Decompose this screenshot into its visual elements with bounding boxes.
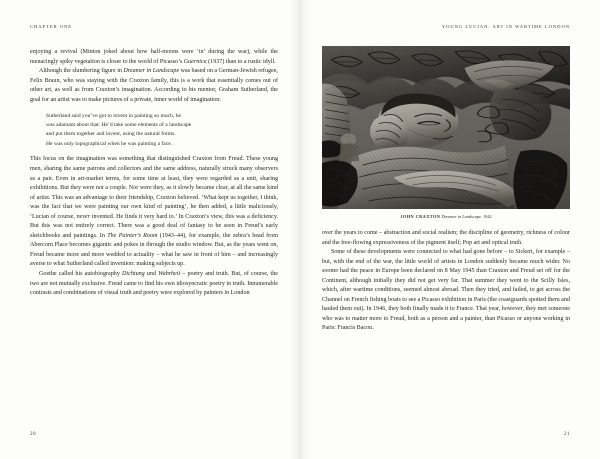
paragraph — [30, 48, 278, 67]
paragraph-text: Goethe called his autobiography Dichtung und Wahrheit – poetry and truth. But, of course, the two are not mutually exclusive. Freud came to find his own idiosyncratic poetry in truth. Innumerable contrasts and combinations of visual truth and poetry were explored by painters in London — [30, 271, 279, 297]
folio-verso: 20 — [30, 432, 36, 437]
running-head-recto: YOUNG LUCIAN: ART IN WARTIME LONDON — [441, 24, 570, 29]
caption-year: , 1942 — [480, 214, 492, 219]
paragraph — [30, 67, 278, 105]
running-head-verso: CHAPTER ONE — [30, 24, 72, 29]
paragraph-text: Some of these developments were connected to what had gone before – to Sickert, for example – but, with the end of the war, the little world of artists in London suddenly became much wider. No sooner had the peace in Europe been declared on 8 May 1945 than Craxton and Freud set off for the Continent, although initially they did not get very far. That summer they went to the Scilly Isles, which, after wartime conditions, seemed almost abroad. Then they tried, and failed, to get across the Channel on French fishing boats to see a Picasso exhibition in Paris (the coastguards spotted them and hauled them out). In 1946, they both finally made it to France. That year, however, they met someone who was to matter more to Freud, both as a person and a painter, than Picasso or anyone working in Paris: Francis Bacon. — [322, 249, 570, 332]
paragraph — [322, 229, 570, 248]
blockquote-line: and put them together and invent, using the natural forms. — [46, 131, 176, 138]
artwork-image — [322, 46, 570, 209]
paragraph — [322, 248, 570, 334]
paragraph-text: This focus on the imagination was something that distinguished Craxton from Freud. These young men, sharing the same patrons and collectors and the same address, naturally struck many observers as a pair. Even in art-market terms, for some time at least, they were regarded as a unit, sharing exhibitions. But they were not a couple. Nor were they, as it slowly became clear, at all the same kind of artist. This was an advantage to their friendship, Craxton believed. ‘What kept us together, I think, was the fact that we were painting our own kind of painting’, he then added, a little maliciously, ‘Lucian of course, never invented. He finds it very hard to.’ In Craxton’s view, this was a deficiency. But this was not entirely correct. There was a good deal of fantasy to be seen in Freud’s early sketchbooks and paintings. In The Painter’s Room (1943–44), for example, the zebra’s head from Abercorn Place becomes gigantic and pokes in through the studio window. But, as the years went on, Freud became more and more wedded to actuality – what he saw in front of him – and increasingly averse to what Sutherland called invention: making subjects up. — [30, 156, 278, 268]
blockquote-line: Sutherland said you’ve got to invent in painting so much, he — [46, 112, 182, 119]
blockquote-extract — [30, 112, 278, 149]
caption-artist: JOHN CRAXTON — [400, 214, 441, 219]
recto-text-column — [322, 229, 570, 334]
figure-caption — [322, 214, 570, 220]
paragraph-text: Although the slumbering figure in Dreamer in Landscape was based on a German-Jewish refugee, Felix Braun, who was staying with the Craxton family, this is a work that essentially comes out of other art, as well as from Craxton’s imagination. According to his mentor, Graham Sutherland, the goal for an artist was to make pictures of a private, inner world of imagination: — [30, 68, 278, 103]
paragraph-text: enjoying a revival (Minton joked about how half-moons were ‘in’ during the war), while the menacingly spiky vegetation is closer to the world of Picasso’s Guernica (1937) than to a rustic idyll. — [30, 49, 278, 65]
blockquote-line: was adamant about that. He’d take some elements of a landscape — [46, 122, 192, 129]
blockquote-line: He was only topographical when he was painting a face. — [46, 140, 173, 147]
caption-title: Dreamer in Landscape — [441, 214, 481, 219]
verso-text-column — [30, 48, 278, 299]
folio-recto: 21 — [564, 432, 570, 437]
figure-dreamer-in-landscape — [322, 46, 570, 220]
recto-page — [300, 0, 600, 459]
paragraph — [30, 155, 278, 270]
paragraph — [30, 270, 278, 299]
paragraph-text: over the years to come – abstraction and social realism; the discipline of geometry, richness of colour and the free-flowing expressiveness of the pigment itself; Pop art and optical truth. — [322, 230, 570, 246]
